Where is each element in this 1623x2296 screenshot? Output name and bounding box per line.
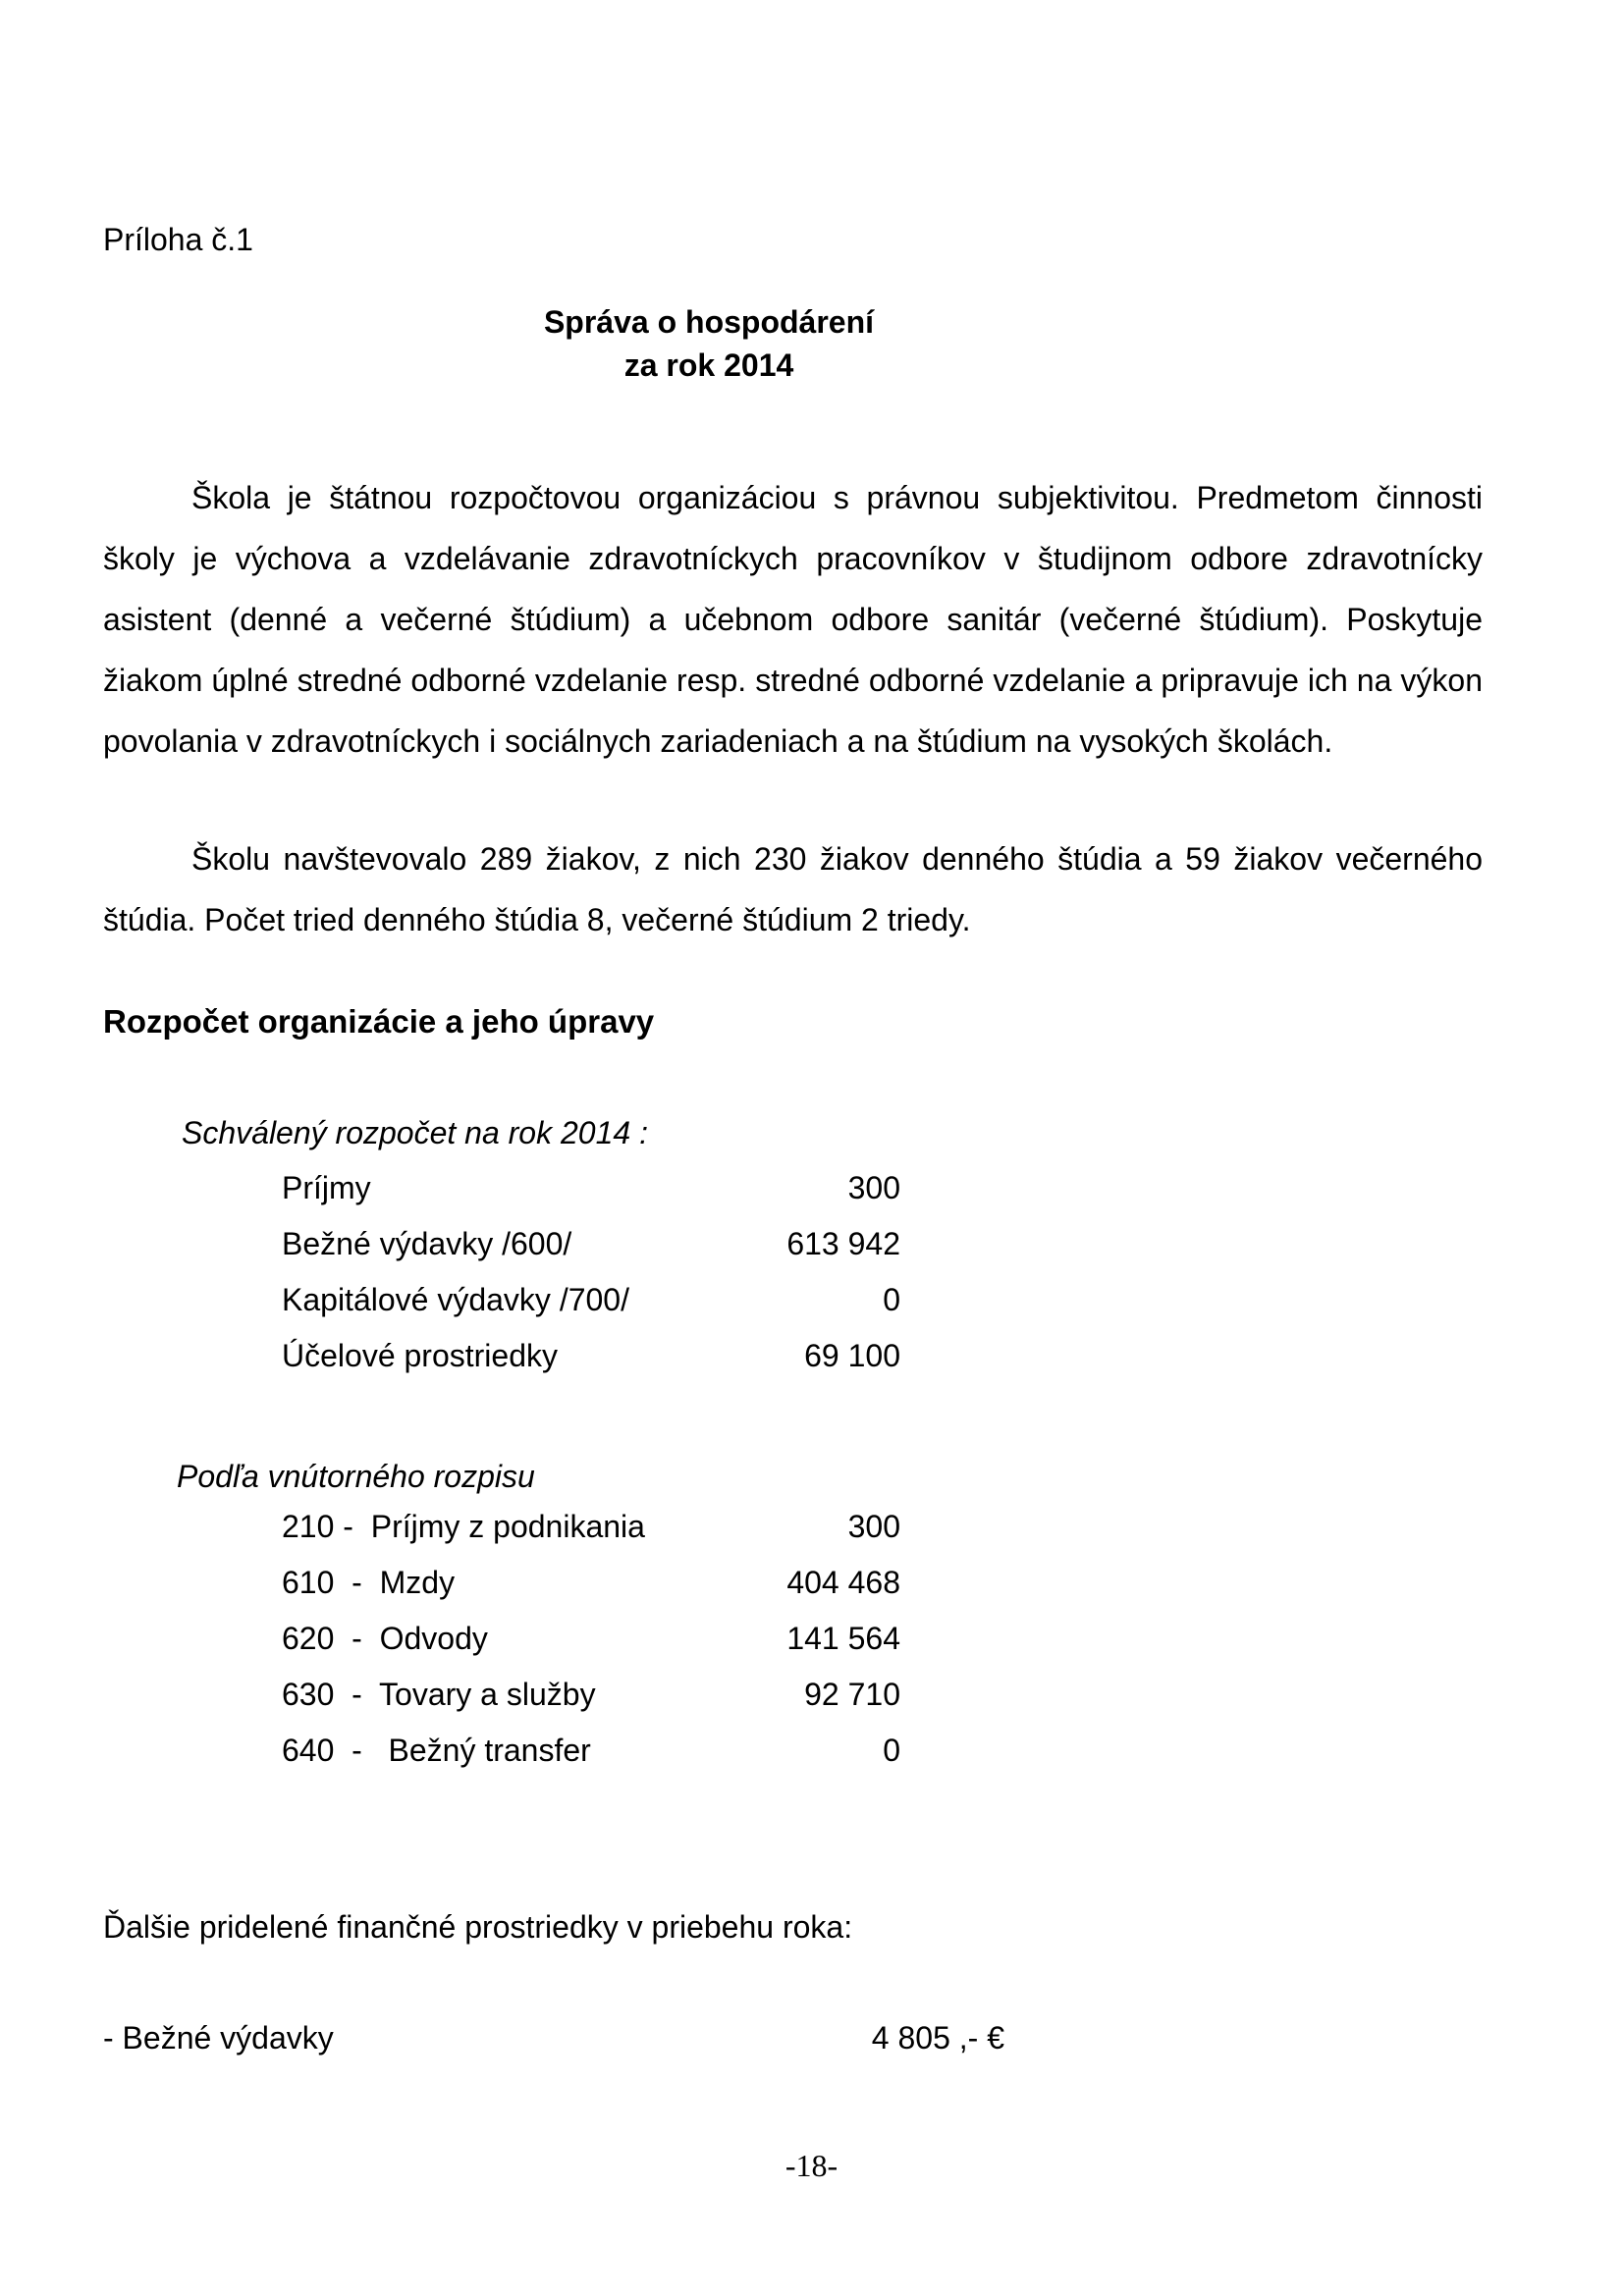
internal-breakdown-table [282, 1499, 900, 1779]
intro-paragraph: Škola je štátnou rozpočtovou organizáciou s právnou subjektivitou. Predmetom činnosti školy je výchova a vzdelávanie zdravotníckych pracovníkov v študijnom odbore zdravotnícky asistent (denné a večerné štúdium) a učebnom odbore sanitár (večerné štúdium). Poskytuje žiakom úplné stredné odborné vzdelanie resp. stredné odborné vzdelanie a pripravuje ich na výkon povolania v zdravotníckych i sociálnych zariadeniach a na štúdium na vysokých školách. [103, 480, 1483, 759]
row-label: 610 - Mzdy [282, 1565, 456, 1600]
additional-funds-heading: Ďalšie pridelené finančné prostriedky v priebehu roka: [103, 1909, 853, 1945]
row-value: 300 [847, 1509, 900, 1544]
row-label: Bežné výdavky /600/ [282, 1226, 572, 1261]
table-row [282, 1723, 900, 1779]
row-value: 4 805 ,- € [871, 2020, 1004, 2056]
document-title-line2: za rok 2014 [623, 347, 794, 383]
attachment-label: Príloha č.1 [103, 222, 253, 257]
table-row [282, 1328, 900, 1384]
approved-budget-heading: Schválený rozpočet na rok 2014 : [182, 1115, 648, 1150]
row-label: Účelové prostriedky [282, 1338, 558, 1373]
additional-funds-row [103, 2020, 1004, 2056]
table-row [282, 1499, 900, 1555]
row-label: 210 - Príjmy z podnikania [282, 1509, 645, 1544]
students-paragraph: Školu navštevovalo 289 žiakov, z nich 230 žiakov denného štúdia a 59 žiakov večerného štúdia. Počet tried denného štúdia 8, večerné štúdium 2 triedy. [103, 841, 1483, 937]
row-label: 640 - Bežný transfer [282, 1733, 591, 1768]
row-value: 404 468 [786, 1565, 900, 1600]
row-value: 69 100 [804, 1338, 900, 1373]
page-number: -18- [784, 2148, 839, 2183]
row-value: 613 942 [786, 1226, 900, 1261]
row-value: 92 710 [804, 1677, 900, 1712]
budget-section-heading: Rozpočet organizácie a jeho úpravy [103, 1003, 655, 1040]
row-value: 300 [847, 1170, 900, 1205]
table-row [282, 1555, 900, 1611]
table-row [282, 1667, 900, 1723]
table-row [282, 1216, 900, 1272]
table-row [282, 1611, 900, 1667]
row-label: 620 - Odvody [282, 1621, 488, 1656]
row-label: Kapitálové výdavky /700/ [282, 1282, 629, 1317]
document-title [0, 300, 1418, 387]
approved-budget-table [282, 1160, 900, 1384]
row-value: 141 564 [786, 1621, 900, 1656]
row-value: 0 [883, 1733, 900, 1768]
row-value: 0 [883, 1282, 900, 1317]
row-label: - Bežné výdavky [103, 2020, 334, 2056]
document-title-line1: Správa o hospodárení [543, 304, 875, 340]
table-row [282, 1272, 900, 1328]
table-row [282, 1160, 900, 1216]
row-label: 630 - Tovary a služby [282, 1677, 596, 1712]
internal-breakdown-heading: Podľa vnútorného rozpisu [177, 1459, 535, 1494]
row-label: Príjmy [282, 1170, 371, 1205]
